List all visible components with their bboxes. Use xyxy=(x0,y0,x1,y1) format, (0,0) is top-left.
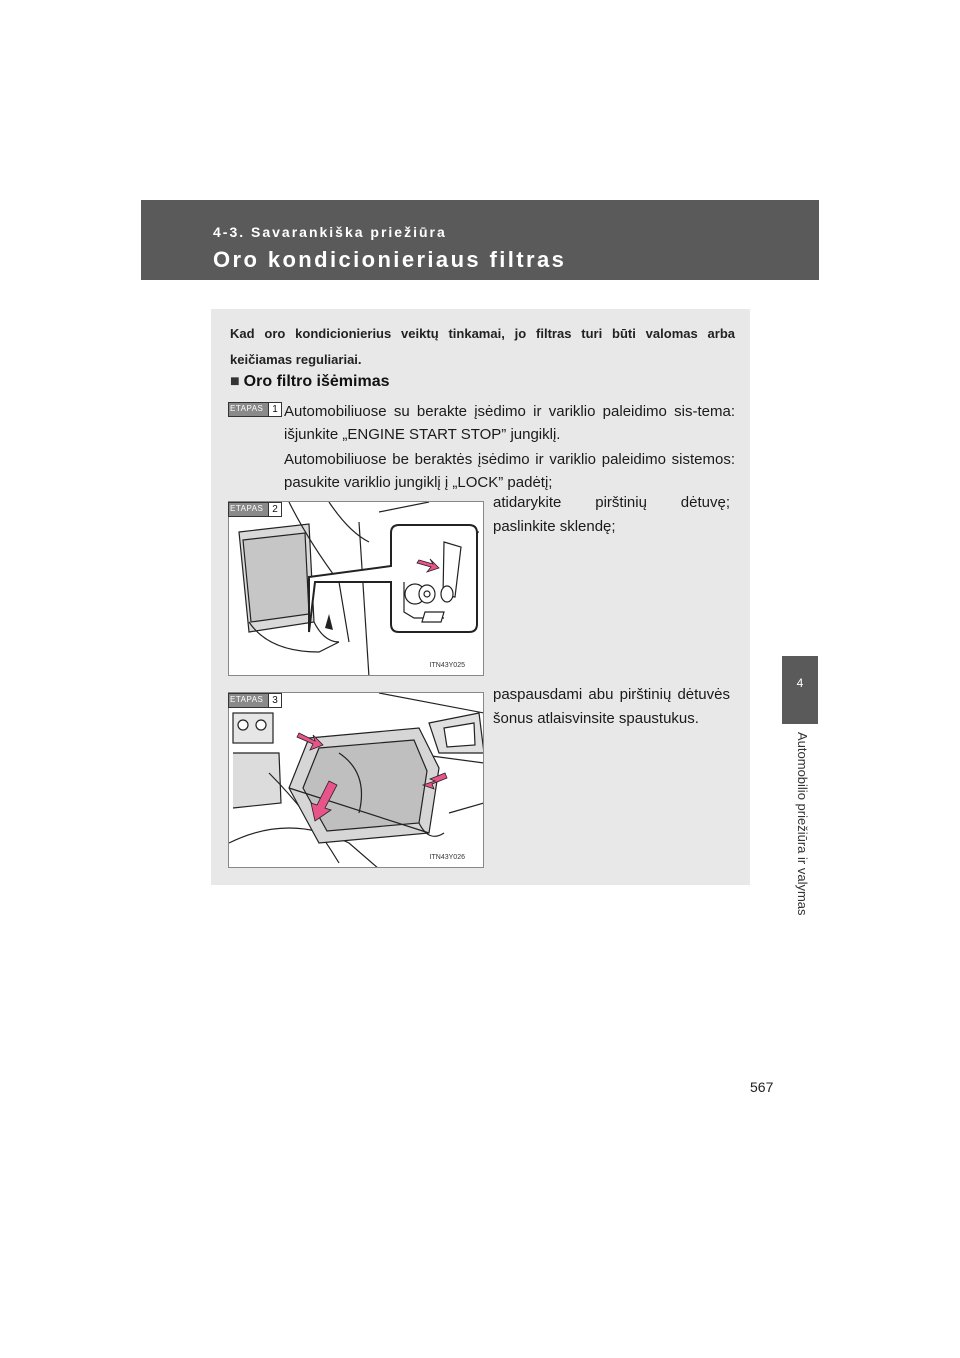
step-badge-number: 1 xyxy=(268,402,282,417)
section-label: 4-3. Savarankiška priežiūra xyxy=(213,224,447,240)
figure-glovebox-damper xyxy=(228,501,484,676)
step-3-text: paspausdami abu pirštinių dėtuvės šonus atlaisvinsite spaustukus. xyxy=(493,686,730,727)
figure-code: ITN43Y026 xyxy=(429,854,465,861)
glovebox-release-illustration xyxy=(229,693,484,868)
step-badge-word: ETAPAS xyxy=(230,695,264,704)
step-badge-2 xyxy=(228,502,282,517)
content-box xyxy=(211,309,750,885)
step-badge-1 xyxy=(228,402,282,417)
step-badge-3 xyxy=(228,693,282,708)
step-badge-word: ETAPAS xyxy=(230,404,264,413)
step-1-paragraph-1: Automobiliuose su berakte įsėdimo ir variklio paleidimo sis-tema: išjunkite „ENGINE START STOP” jungiklį. xyxy=(284,403,735,443)
square-bullet-icon: ■ xyxy=(230,373,240,390)
step-2-text: atidarykite pirštinių dėtuvę; paslinkite sklendę; xyxy=(493,494,730,535)
page-title: Oro kondicionieriaus filtras xyxy=(213,247,567,272)
step-badge-number: 3 xyxy=(268,693,282,708)
figure-code: ITN43Y025 xyxy=(429,662,465,669)
chapter-tab: 4 xyxy=(782,656,818,724)
step-1-paragraph-2: Automobiliuose be beraktės įsėdimo ir variklio paleidimo sistemos: pasukite variklio jungiklį į „LOCK” padėtį; xyxy=(284,451,735,491)
step-badge-number: 2 xyxy=(268,502,282,517)
subheading-text: Oro filtro išėmimas xyxy=(243,373,390,390)
page-number: 567 xyxy=(750,1079,774,1095)
step-1-text xyxy=(284,400,735,496)
header-band xyxy=(141,200,819,280)
figure-glovebox-release xyxy=(228,692,484,868)
glovebox-damper-illustration xyxy=(229,502,484,676)
chapter-title: Automobilio priežiūra ir valymas xyxy=(795,732,810,916)
subheading xyxy=(230,373,390,391)
intro-text: Kad oro kondicionierius veiktų tinkamai, jo filtras turi būti valomas arba keičiamas reguliariai. xyxy=(230,326,735,367)
step-badge-word: ETAPAS xyxy=(230,504,264,513)
